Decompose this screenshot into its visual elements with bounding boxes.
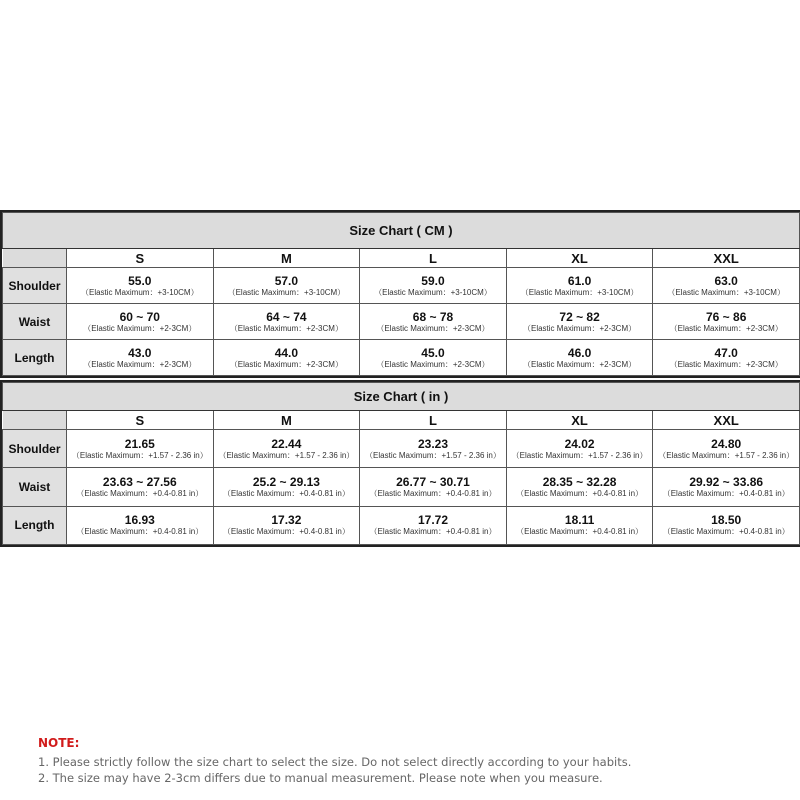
- table-cell: [653, 430, 800, 468]
- size-header-s: S: [67, 411, 214, 430]
- table-cell: [67, 468, 214, 506]
- elastic-note: （Elastic Maximum：+1.57 - 2.36 in）: [365, 450, 501, 460]
- cell-value: 47.0: [714, 345, 738, 360]
- table-row-length: [3, 340, 800, 376]
- size-table-cm: [2, 212, 800, 376]
- size-header-xxl: XXL: [653, 411, 800, 430]
- cell-value: 17.72: [417, 513, 448, 528]
- cell-value: 68 ~ 78: [412, 309, 454, 324]
- size-header-l: L: [360, 249, 507, 268]
- table-row-waist: [3, 304, 800, 340]
- size-header-m: M: [213, 411, 360, 430]
- table-row-shoulder: [3, 430, 800, 468]
- cell-value: 72 ~ 82: [559, 309, 600, 324]
- table-cell: [67, 340, 214, 376]
- note-line: 1. Please strictly follow the size chart to select the size. Do not select directly according to your habits.: [38, 755, 632, 769]
- size-header-s: S: [67, 249, 214, 268]
- table-cell: [360, 430, 507, 468]
- table-title-row: [3, 383, 800, 411]
- table-cell: [506, 340, 653, 376]
- table-cell: [213, 468, 360, 506]
- table-cell: [506, 468, 653, 506]
- table-cell: [653, 506, 800, 544]
- table-cell: [213, 268, 360, 304]
- table-cell: [360, 268, 507, 304]
- table-cell: [360, 340, 507, 376]
- header-blank-cell: [3, 249, 67, 268]
- note-line: 2. The size may have 2-3cm differs due to manual measurement. Please note when you measure.: [38, 771, 603, 785]
- elastic-note: （Elastic Maximum：+3-10CM）: [227, 287, 346, 297]
- row-label: Shoulder: [3, 268, 67, 304]
- cell-value: 44.0: [274, 345, 299, 360]
- table-cell: [653, 468, 800, 506]
- size-header-xl: XL: [506, 249, 653, 268]
- elastic-note: （Elastic Maximum：+0.4-0.81 in）: [662, 527, 790, 537]
- size-header-xxl: XXL: [653, 249, 800, 268]
- table-title: Size Chart ( in ): [3, 383, 800, 411]
- table-cell: [67, 430, 214, 468]
- elastic-note: （Elastic Maximum：+3-10CM）: [81, 287, 199, 297]
- elastic-note: （Elastic Maximum：+2-3CM）: [669, 359, 783, 369]
- cell-value: 64 ~ 74: [266, 309, 307, 324]
- cell-value: 29.92 ~ 33.86: [689, 474, 764, 489]
- cell-value: 26.77 ~ 30.71: [396, 474, 470, 489]
- elastic-note: （Elastic Maximum：+2-3CM）: [83, 323, 197, 333]
- table-cell: [653, 340, 800, 376]
- table-cell: [360, 304, 507, 340]
- table-cell: [360, 468, 507, 506]
- table-cell: [506, 506, 653, 544]
- row-label: Length: [3, 340, 67, 376]
- cell-value: 61.0: [567, 273, 592, 288]
- size-chart-cm: [0, 210, 800, 378]
- elastic-note: （Elastic Maximum：+2-3CM）: [376, 323, 490, 333]
- size-header-xl: XL: [506, 411, 653, 430]
- table-cell: [213, 506, 360, 544]
- cell-value: 24.80: [711, 436, 742, 451]
- cell-value: 63.0: [714, 273, 738, 288]
- table-cell: [67, 268, 214, 304]
- elastic-note: （Elastic Maximum：+1.57 - 2.36 in）: [71, 450, 208, 460]
- size-header-row: [3, 249, 800, 268]
- cell-value: 45.0: [421, 345, 445, 360]
- table-cell: [213, 430, 360, 468]
- elastic-note: （Elastic Maximum：+0.4-0.81 in）: [516, 488, 644, 498]
- size-header-l: L: [360, 411, 507, 430]
- row-label: Shoulder: [3, 430, 67, 468]
- cell-value: 18.50: [711, 513, 742, 528]
- table-cell: [506, 304, 653, 340]
- cell-value: 23.63 ~ 27.56: [102, 474, 177, 489]
- table-row-waist: [3, 468, 800, 506]
- table-cell: [506, 430, 653, 468]
- cell-value: 24.02: [564, 436, 595, 451]
- cell-value: 57.0: [274, 273, 299, 288]
- elastic-note: （Elastic Maximum：+0.4-0.81 in）: [369, 527, 497, 537]
- header-blank-cell: [3, 411, 67, 430]
- cell-value: 59.0: [421, 273, 445, 288]
- table-cell: [67, 304, 214, 340]
- table-row-length: [3, 506, 800, 544]
- elastic-note: （Elastic Maximum：+3-10CM）: [667, 287, 785, 297]
- cell-value: 18.11: [564, 513, 595, 528]
- cell-value: 76 ~ 86: [706, 309, 747, 324]
- cell-value: 21.65: [124, 436, 155, 451]
- elastic-note: （Elastic Maximum：+3-10CM）: [374, 287, 492, 297]
- elastic-note: （Elastic Maximum：+1.57 - 2.36 in）: [511, 450, 648, 460]
- table-title: Size Chart ( CM ): [3, 213, 800, 249]
- table-row-shoulder: [3, 268, 800, 304]
- cell-value: 46.0: [567, 345, 592, 360]
- elastic-note: （Elastic Maximum：+2-3CM）: [523, 359, 637, 369]
- table-title-row: [3, 213, 800, 249]
- cell-value: 17.32: [271, 513, 302, 528]
- table-cell: [360, 506, 507, 544]
- elastic-note: （Elastic Maximum：+0.4-0.81 in）: [76, 488, 204, 498]
- elastic-note: （Elastic Maximum：+0.4-0.81 in）: [222, 527, 350, 537]
- table-cell: [213, 304, 360, 340]
- elastic-note: （Elastic Maximum：+2-3CM）: [669, 323, 783, 333]
- size-header-m: M: [213, 249, 360, 268]
- table-cell: [653, 304, 800, 340]
- elastic-note: （Elastic Maximum：+0.4-0.81 in）: [662, 488, 790, 498]
- size-header-row: [3, 411, 800, 430]
- note-heading: NOTE:: [38, 736, 80, 750]
- row-label: Length: [3, 506, 67, 544]
- cell-value: 60 ~ 70: [119, 309, 160, 324]
- elastic-note: （Elastic Maximum：+3-10CM）: [520, 287, 639, 297]
- note-section: [38, 736, 631, 786]
- cell-value: 16.93: [124, 513, 155, 528]
- elastic-note: （Elastic Maximum：+0.4-0.81 in）: [516, 527, 644, 537]
- elastic-note: （Elastic Maximum：+2-3CM）: [523, 323, 637, 333]
- elastic-note: （Elastic Maximum：+0.4-0.81 in）: [76, 527, 204, 537]
- row-label: Waist: [3, 468, 67, 506]
- size-table-inch: [2, 382, 800, 545]
- table-cell: [653, 268, 800, 304]
- table-cell: [67, 506, 214, 544]
- cell-value: 25.2 ~ 29.13: [252, 474, 320, 489]
- size-chart-inch: [0, 380, 800, 547]
- cell-value: 22.44: [271, 436, 302, 451]
- elastic-note: （Elastic Maximum：+2-3CM）: [83, 359, 197, 369]
- cell-value: 28.35 ~ 32.28: [542, 474, 617, 489]
- cell-value: 23.23: [417, 436, 448, 451]
- table-cell: [506, 268, 653, 304]
- elastic-note: （Elastic Maximum：+2-3CM）: [376, 359, 490, 369]
- elastic-note: （Elastic Maximum：+1.57 - 2.36 in）: [658, 450, 795, 460]
- cell-value: 43.0: [128, 345, 152, 360]
- cell-value: 55.0: [128, 273, 152, 288]
- table-cell: [213, 340, 360, 376]
- elastic-note: （Elastic Maximum：+2-3CM）: [229, 359, 343, 369]
- elastic-note: （Elastic Maximum：+0.4-0.81 in）: [369, 488, 497, 498]
- elastic-note: （Elastic Maximum：+2-3CM）: [229, 323, 343, 333]
- elastic-note: （Elastic Maximum：+0.4-0.81 in）: [222, 488, 350, 498]
- elastic-note: （Elastic Maximum：+1.57 - 2.36 in）: [218, 450, 355, 460]
- row-label: Waist: [3, 304, 67, 340]
